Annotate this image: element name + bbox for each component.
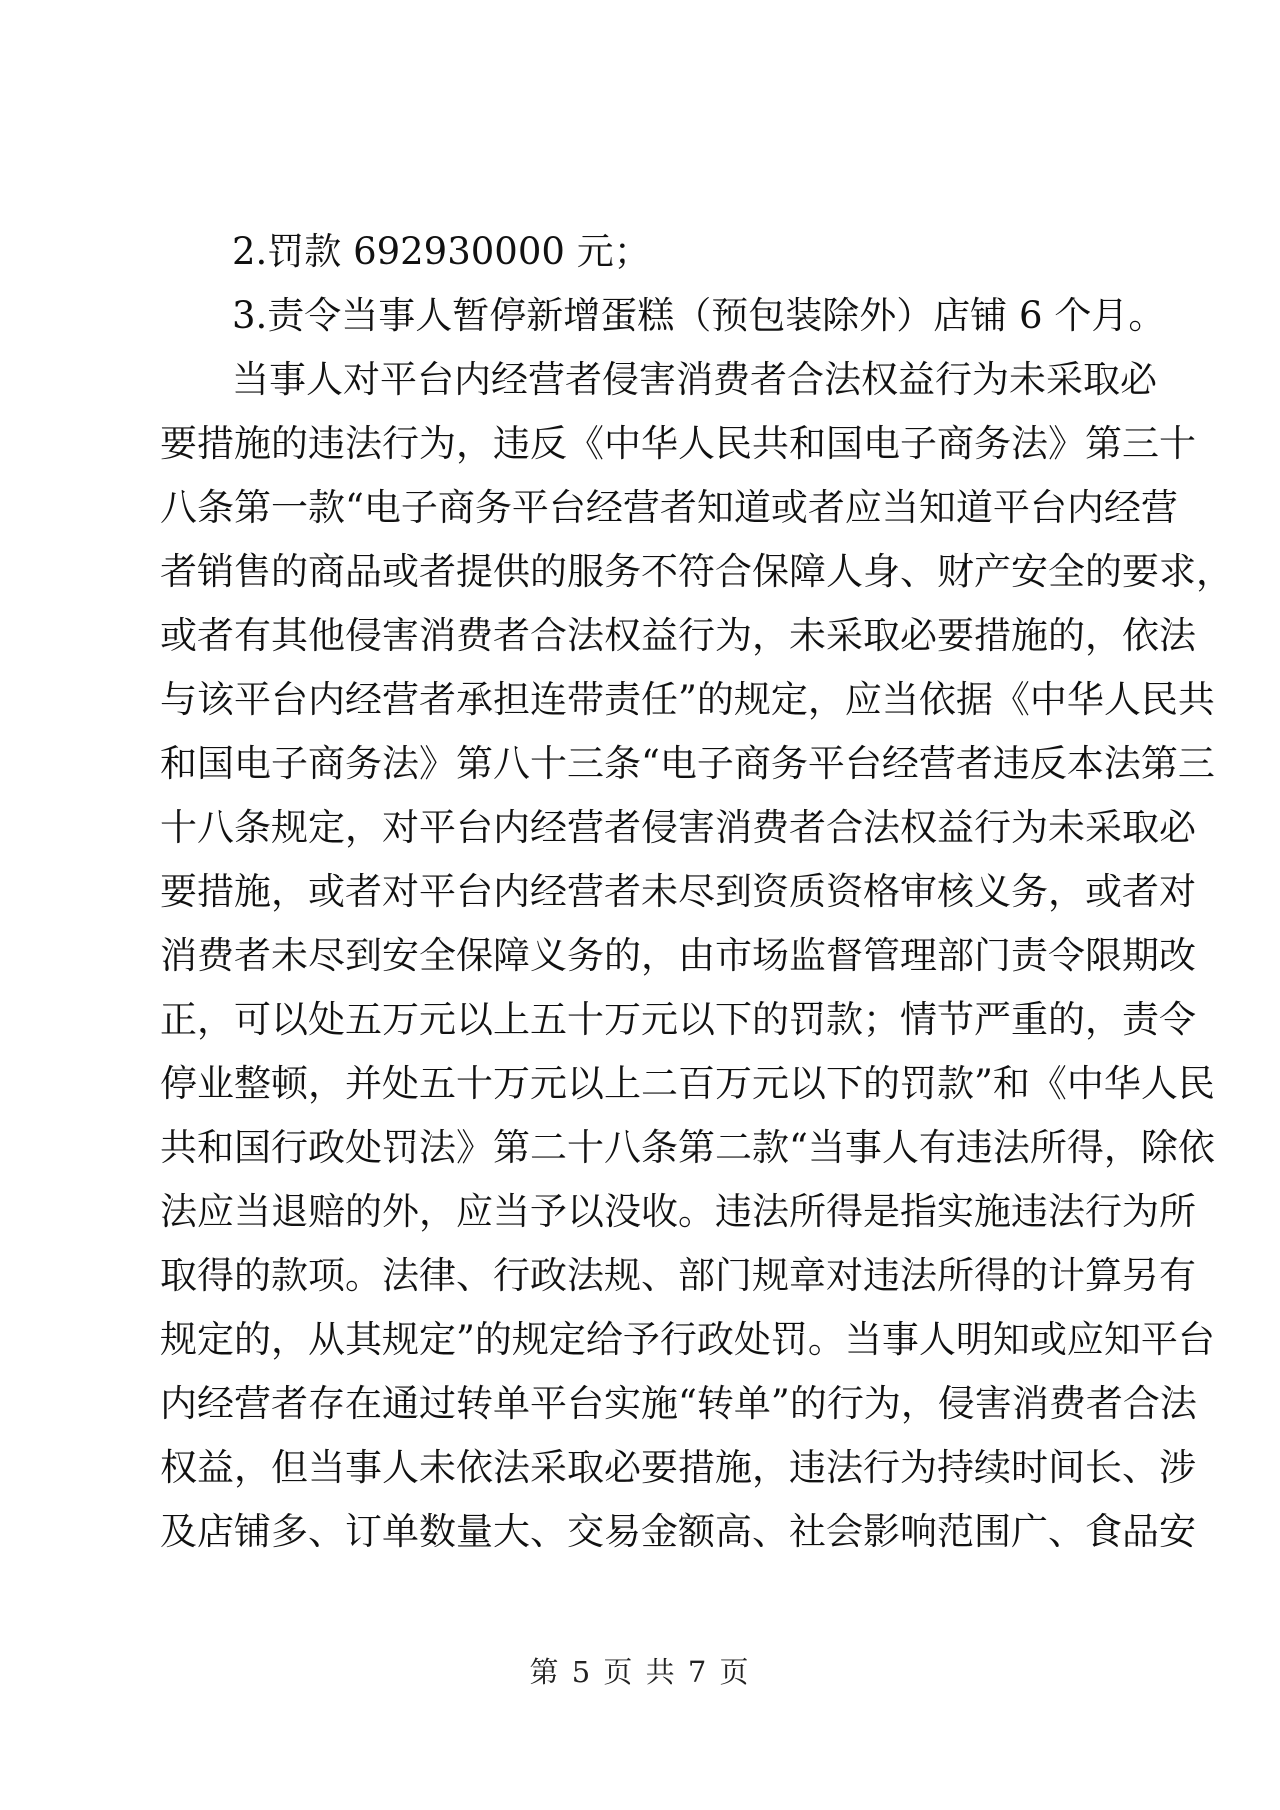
paragraph-line: 八条第一款“电子商务平台经营者知道或者应当知道平台内经营 [160, 486, 1178, 529]
penalty-item-2: 2.罚款 692930000 元； [232, 230, 651, 273]
paragraph-line: 当事人对平台内经营者侵害消费者合法权益行为未采取必 [232, 358, 1157, 401]
paragraph-line: 者销售的商品或者提供的服务不符合保障人身、财产安全的要求， [160, 550, 1233, 593]
paragraph-line: 消费者未尽到安全保障义务的，由市场监督管理部门责令限期改 [160, 934, 1196, 977]
paragraph-line: 和国电子商务法》第八十三条“电子商务平台经营者违反本法第三 [160, 742, 1215, 785]
paragraph-line: 规定的，从其规定”的规定给予行政处罚。当事人明知或应知平台 [160, 1318, 1215, 1361]
paragraph-line: 与该平台内经营者承担连带责任”的规定，应当依据《中华人民共 [160, 678, 1215, 721]
page-number-footer: 第 5 页 共 7 页 [529, 1655, 751, 1689]
paragraph-line: 十八条规定，对平台内经营者侵害消费者合法权益行为未采取必 [160, 806, 1196, 849]
paragraph-line: 要措施，或者对平台内经营者未尽到资质资格审核义务，或者对 [160, 870, 1196, 913]
paragraph-line: 法应当退赔的外，应当予以没收。违法所得是指实施违法行为所 [160, 1190, 1196, 1233]
paragraph-line: 共和国行政处罚法》第二十八条第二款“当事人有违法所得，除依 [160, 1126, 1215, 1169]
paragraph-line: 取得的款项。法律、行政法规、部门规章对违法所得的计算另有 [160, 1254, 1196, 1297]
paragraph-line: 权益，但当事人未依法采取必要措施，违法行为持续时间长、涉 [160, 1446, 1196, 1489]
penalty-item-3: 3.责令当事人暂停新增蛋糕（预包装除外）店铺 6 个月。 [232, 294, 1166, 337]
paragraph-line: 停业整顿，并处五十万元以上二百万元以下的罚款”和《中华人民 [160, 1062, 1215, 1105]
paragraph-line: 或者有其他侵害消费者合法权益行为，未采取必要措施的，依法 [160, 614, 1196, 657]
paragraph-line: 正，可以处五万元以上五十万元以下的罚款；情节严重的，责令 [160, 998, 1196, 1041]
paragraph-line: 内经营者存在通过转单平台实施“转单”的行为，侵害消费者合法 [160, 1382, 1197, 1425]
paragraph-line: 及店铺多、订单数量大、交易金额高、社会影响范围广、食品安 [160, 1510, 1196, 1553]
paragraph-line: 要措施的违法行为，违反《中华人民共和国电子商务法》第三十 [160, 422, 1196, 465]
